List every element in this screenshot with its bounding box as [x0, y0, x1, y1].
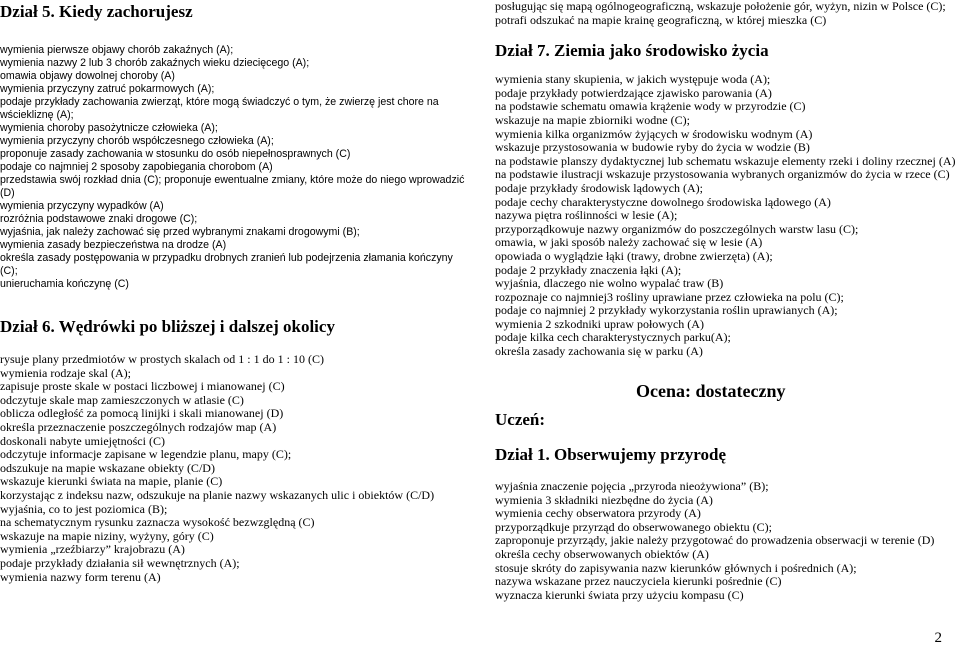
list-item: określa zasady postępowania w przypadku drobnych zranień lub podejrzenia złamania kończyny (C); — [0, 252, 453, 277]
section-6-list — [0, 353, 470, 584]
list-item: proponuje zasady zachowania w stosunku do osób niepełnosprawnych (C) — [0, 148, 351, 160]
list-item: omawia objawy dowolnej choroby (A) — [0, 70, 175, 82]
list-item: przedstawia swój rozkład dnia (C); proponuje ewentualne zmiany, które może do niego wprowadzić (D) — [0, 174, 465, 199]
list-item: na podstawie planszy dydaktycznej lub schematu wskazuje elementy rzeki i doliny rzecznej (A) — [495, 153, 956, 168]
list-item: wskazuje na mapie niziny, wyżyny, góry (C) — [0, 528, 214, 543]
list-item: wymienia „rzeźbiarzy” krajobrazu (A) — [0, 542, 185, 557]
list-item: wymienia pierwsze objawy chorób zakaźnych (A); — [0, 44, 234, 56]
list-item: odczytuje informacje zapisane w legendzie planu, mapy (C); — [0, 447, 292, 462]
list-item: zaproponuje przyrządy, jakie należy przygotować do prowadzenia obserwacji w terenie (D) — [495, 533, 935, 548]
list-item: określa cechy obserwowanych obiektów (A) — [495, 546, 709, 561]
list-item: podaje przykłady działania sił wewnętrznych (A); — [0, 555, 240, 570]
list-item: na podstawie ilustracji wskazuje przystosowania wybranych organizmów do życia w rzece (C) — [495, 167, 950, 182]
list-item: wymienia przyczyny chorób współczesnego człowieka (A); — [0, 135, 274, 147]
list-item: wymienia stany skupienia, w jakich występuje woda (A); — [495, 72, 771, 87]
list-item: wyjaśnia, co to jest poziomica (B); — [0, 501, 168, 516]
section-7-list — [495, 73, 960, 358]
list-item: wskazuje kierunki świata na mapie, planie (C) — [0, 474, 223, 489]
section-6-continuation — [495, 0, 960, 27]
list-item: posługując się mapą ogólnogeograficzną, wskazuje położenie gór, wyżyn, nizin w Polsce (C); — [495, 0, 946, 13]
list-item: podaje przykłady potwierdzające zjawisko parowania (A) — [495, 85, 772, 100]
list-item: wyjaśnia, dlaczego nie wolno wypalać traw (B) — [495, 276, 724, 291]
list-item: omawia, w jaki sposób należy zachować się w lesie (A) — [495, 235, 763, 250]
list-item: przyporządkowuje nazwy organizmów do poszczególnych warstw lasu (C); — [495, 221, 859, 236]
section-6-title: Dział 6. Wędrówki po bliższej i dalszej okolicy — [0, 317, 335, 336]
list-item: stosuje skróty do zapisywania nazw kierunków głównych i pośrednich (A); — [495, 560, 857, 575]
list-item: określa przeznaczenie poszczególnych rodzajów map (A) — [0, 419, 277, 434]
list-item: rozpoznaje co najmniej3 rośliny uprawiane przez człowieka na polu (C); — [495, 289, 844, 304]
list-item: podaje co najmniej 2 sposoby zapobiegania chorobom (A) — [0, 161, 273, 173]
list-item: rysuje plany przedmiotów w prostych skalach od 1 : 1 do 1 : 10 (C) — [0, 352, 324, 366]
list-item: wymienia rodzaje skal (A); — [0, 365, 131, 380]
list-item: wyjaśnia znaczenie pojęcia „przyroda nieożywiona” (B); — [495, 479, 769, 493]
right-column — [495, 0, 960, 359]
list-item: przyporządkuje przyrząd do obserwowanego obiektu (C); — [495, 519, 772, 534]
list-item: wymienia choroby pasożytnicze człowieka (A); — [0, 122, 218, 134]
list-item: wymienia kilka organizmów żyjących w środowisku wodnym (A) — [495, 126, 813, 141]
grade-label: Ocena: dostateczny — [636, 381, 786, 401]
list-item: na schematycznym rysunku zaznacza wysokość bezwzględną (C) — [0, 515, 315, 530]
list-item: nazywa piętra roślinności w lesie (A); — [495, 208, 678, 223]
list-item: odczytuje skale map zamieszczonych w atlasie (C) — [0, 392, 244, 407]
section-5-title: Dział 5. Kiedy zachorujesz — [0, 2, 193, 21]
list-item: podaje przykłady środowisk lądowych (A); — [495, 180, 703, 195]
section-1-block — [495, 445, 960, 602]
list-item: podaje co najmniej 2 przykłady wykorzystania roślin uprawianych (A); — [495, 303, 838, 318]
list-item: wymienia przyczyny wypadków (A) — [0, 200, 164, 212]
list-item: nazywa wskazane przez nauczyciela kierunki pośrednie (C) — [495, 574, 782, 589]
list-item: rozróżnia podstawowe znaki drogowe (C); — [0, 213, 198, 225]
list-item: podaje cechy charakterystyczne dowolnego środowiska lądowego (A) — [495, 194, 831, 209]
left-column — [0, 0, 470, 584]
list-item: odszukuje na mapie wskazane obiekty (C/D) — [0, 460, 215, 475]
list-item: oblicza odległość za pomocą linijki i skali mianowanej (D) — [0, 406, 284, 421]
list-item: opowiada o wyglądzie łąki (trawy, drobne zwierzęta) (A); — [495, 248, 773, 263]
section-7-title: Dział 7. Ziemia jako środowisko życia — [495, 41, 769, 61]
list-item: zapisuje proste skale w postaci liczbowej i mianowanej (C) — [0, 379, 285, 394]
list-item: podaje kilka cech charakterystycznych parku(A); — [495, 330, 731, 345]
list-item: wymienia cechy obserwatora przyrody (A) — [495, 506, 701, 521]
list-item: wymienia przyczyny zatruć pokarmowych (A); — [0, 83, 215, 95]
page-number: 2 — [934, 630, 942, 646]
section-5-list — [0, 44, 470, 291]
section-1-list — [495, 480, 960, 602]
section-1-title: Dział 1. Obserwujemy przyrodę — [495, 445, 727, 464]
list-item: potrafi odszukać na mapie krainę geograficzną, w której mieszka (C) — [495, 12, 827, 27]
list-item: na podstawie schematu omawia krążenie wody w przyrodzie (C) — [495, 99, 806, 114]
student-label: Uczeń: — [495, 410, 546, 429]
list-item: unieruchamia kończynę (C) — [0, 278, 129, 290]
list-item: korzystając z indeksu nazw, odszukuje na planie nazwy wskazanych ulic i obiektów (C/D) — [0, 487, 435, 502]
list-item: wymienia zasady bezpieczeństwa na drodze (A) — [0, 239, 227, 251]
list-item: wymienia nazwy form terenu (A) — [0, 569, 161, 584]
list-item: wyjaśnia, jak należy zachować się przed wybranymi znakami drogowymi (B); — [0, 226, 360, 238]
list-item: doskonali nabyte umiejętności (C) — [0, 433, 165, 448]
list-item: podaje przykłady zachowania zwierząt, które mogą świadczyć o tym, że zwierzę jest chore na wściekliznę (A); — [0, 96, 439, 121]
list-item: wymienia nazwy 2 lub 3 chorób zakaźnych wieku dziecięcego (A); — [0, 57, 310, 69]
list-item: wymienia 2 szkodniki upraw połowych (A) — [495, 316, 704, 331]
list-item: podaje 2 przykłady znaczenia łąki (A); — [495, 262, 682, 277]
list-item: wskazuje na mapie zbiorniki wodne (C); — [495, 112, 690, 127]
list-item: wymienia 3 składniki niezbędne do życia (A) — [495, 492, 713, 507]
list-item: wskazuje przystosowania w budowie ryby do życia w wodzie (B) — [495, 140, 810, 155]
list-item: określa zasady zachowania się w parku (A) — [495, 344, 703, 359]
list-item: wyznacza kierunki świata przy użyciu kompasu (C) — [495, 587, 744, 602]
